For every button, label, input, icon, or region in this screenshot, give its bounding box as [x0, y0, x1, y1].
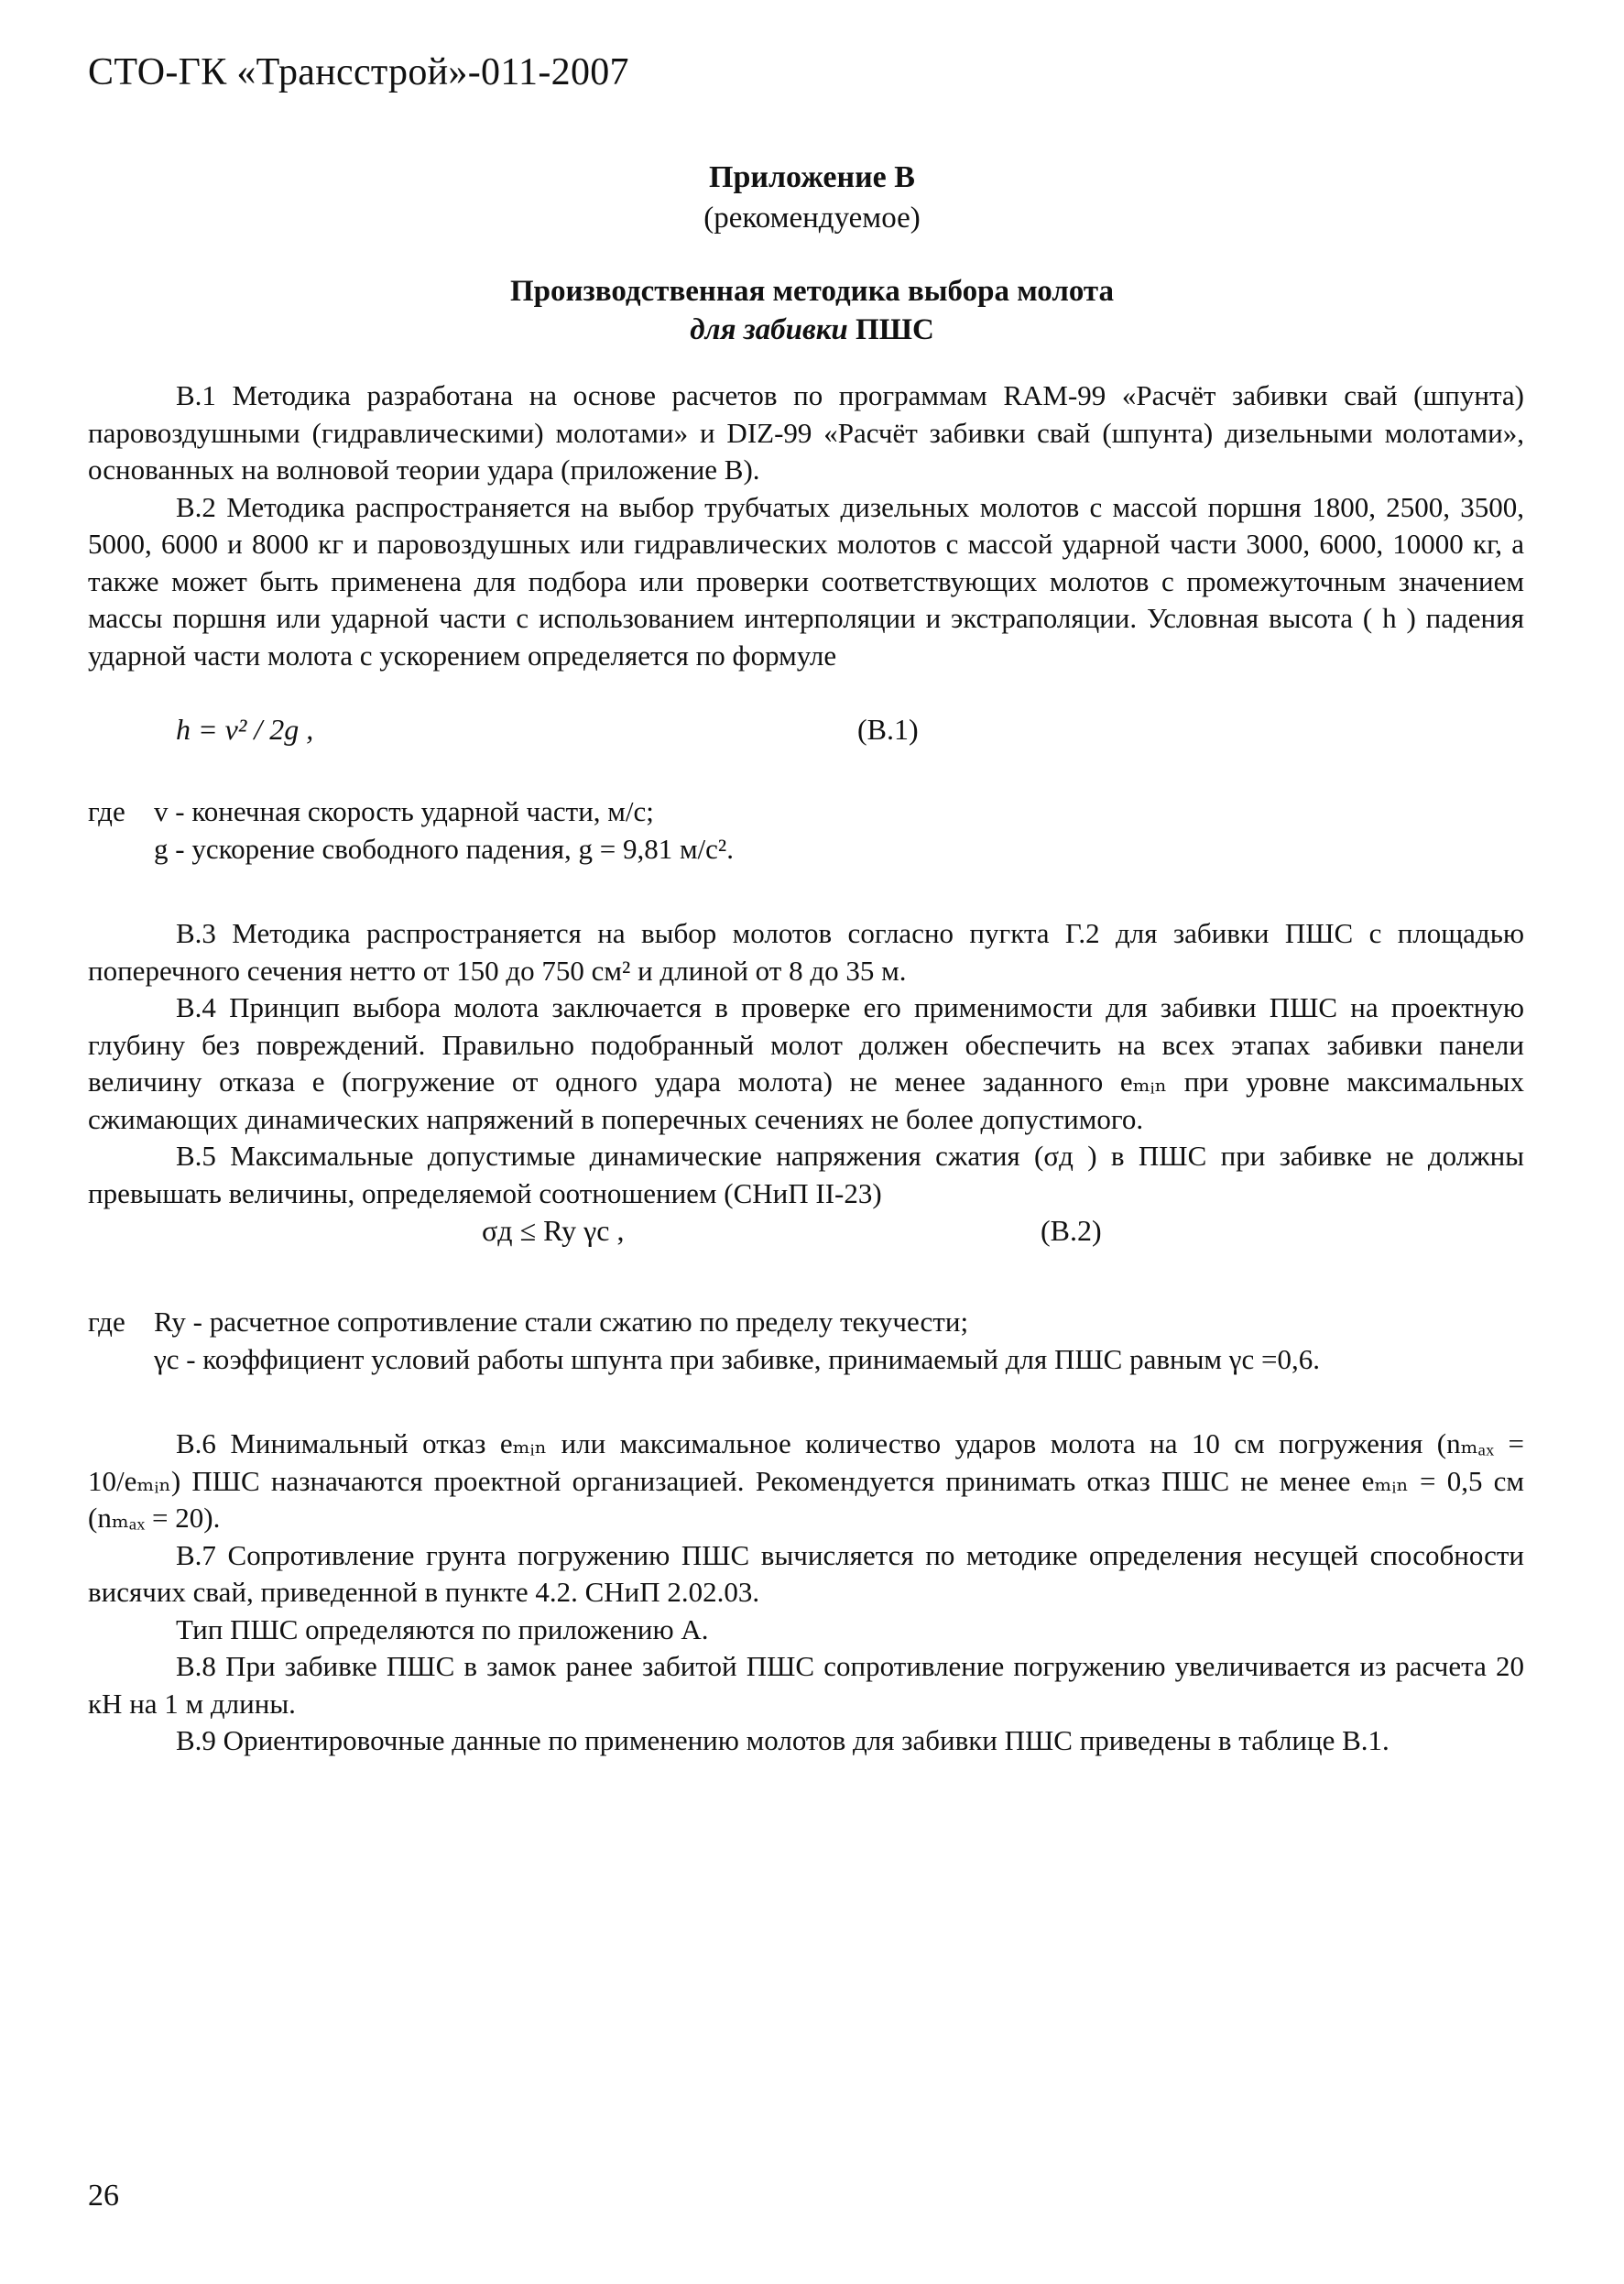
where-label-2: где — [88, 1306, 125, 1338]
section-title-plain: ПШС — [847, 313, 934, 346]
section-title-line2 — [0, 313, 1624, 347]
formula-b1-number: (В.1) — [857, 713, 919, 746]
formula-b1-expression: h = v² / 2g , — [176, 713, 314, 746]
where1-line1: v - конечная скорость ударной части, м/с; — [154, 795, 654, 827]
paragraph-b8: В.8 При забивке ПШС в замок ранее забитой ПШС сопротивление погружению увеличивается из расчета 20 кН на 1 м длины. — [88, 1650, 1524, 1720]
section-title-line1: Производственная методика выбора молота — [509, 275, 1115, 308]
formula-b1 — [88, 711, 1524, 748]
paragraph-b3: В.3 Методика распространяется на выбор молотов согласно пугкта Г.2 для забивки ПШС с площадью поперечного сечения нетто от 150 до 750 см² и длиной от 8 до 35 м. — [88, 917, 1524, 987]
formula-b2 — [88, 1212, 1524, 1249]
document-header: СТО-ГК «Трансстрой»-011-2007 — [88, 51, 629, 93]
where-label: где — [88, 795, 125, 827]
where-block-1 — [88, 793, 1524, 868]
where1-line2: g - ускорение свободного падения, g = 9,81 м/с². — [154, 832, 734, 865]
paragraph-b7: В.7 Сопротивление грунта погружению ПШС вычисляется по методике определения несущей способности висячих свай, приведенной в пункте 4.2. СНиП 2.02.03. — [88, 1538, 1524, 1608]
paragraph-b1: В.1 Методика разработана на основе расчетов по программам RAM-99 «Расчёт забивки свай (шпунта) паровоздушными (гидравлическими) молотами» и DIZ-99 «Расчёт забивки свай (шпунта) дизельными молотами», основанных на волновой теории удара (приложение В). — [88, 379, 1524, 486]
where2-line1: Ry - расчетное сопротивление стали сжатию по пределу текучести; — [154, 1306, 969, 1338]
formula-b2-expression: σд ≤ Ry γc , — [482, 1214, 625, 1247]
appendix-subtitle: (рекомендуемое) — [703, 202, 921, 235]
paragraph-b2: В.2 Методика распространяется на выбор трубчатых дизельных молотов с массой поршня 1800, 2500, 3500, 5000, 6000 и 8000 кг и паровоздушных или гидравлических молотов с массой ударной части 3000, 6000, 10000 кг, а также может быть применена для подбора или проверки соответствующих молотов с промежуточным значением массы поршня или ударной части с использованием интерполяции и экстраполяции. Условная высота ( h ) падения ударной части молота с ускорением определяется по формуле — [88, 490, 1524, 672]
page-number: 26 — [88, 2179, 119, 2213]
paragraph-b9: В.9 Ориентировочные данные по применению молотов для забивки ПШС приведены в таблице В.1. — [176, 1724, 1390, 1756]
paragraph-b7-type: Тип ПШС определяются по приложению А. — [176, 1612, 709, 1645]
appendix-title: Приложение В — [709, 160, 915, 194]
paragraph-b5: В.5 Максимальные допустимые динамические напряжения сжатия (σд ) в ПШС при забивке не должны превышать величины, определяемой соотношением (СНиП II-23) — [88, 1140, 1524, 1209]
where2-line2: γc - коэффициент условий работы шпунта при забивке, принимаемый для ПШС равным γc =0,6. — [154, 1342, 1320, 1375]
section-title-italic: для забивки — [690, 313, 848, 346]
paragraph-b4: В.4 Принцип выбора молота заключается в проверке его применимости для забивки ПШС на проектную глубину без повреждений. Правильно подобранный молот должен обеспечить на всех этапах забивки панели величину отказа e (погружение от одного удара молота) не менее заданного eₘᵢₙ при уровне максимальных сжимающих динамических напряжений в поперечных сечениях не более допустимого. — [88, 991, 1524, 1135]
formula-b2-number: (В.2) — [1041, 1214, 1102, 1247]
document-body — [88, 377, 1524, 1760]
where-block-2 — [88, 1304, 1524, 1378]
paragraph-b6: В.6 Минимальный отказ eₘᵢₙ или максимальное количество ударов молота на 10 см погружения (nₘₐₓ = 10/eₘᵢₙ) ПШС назначаются проектной организацией. Рекомендуется принимать отказ ПШС не менее eₘᵢₙ = 0,5 см (nₘₐₓ = 20). — [88, 1427, 1524, 1534]
